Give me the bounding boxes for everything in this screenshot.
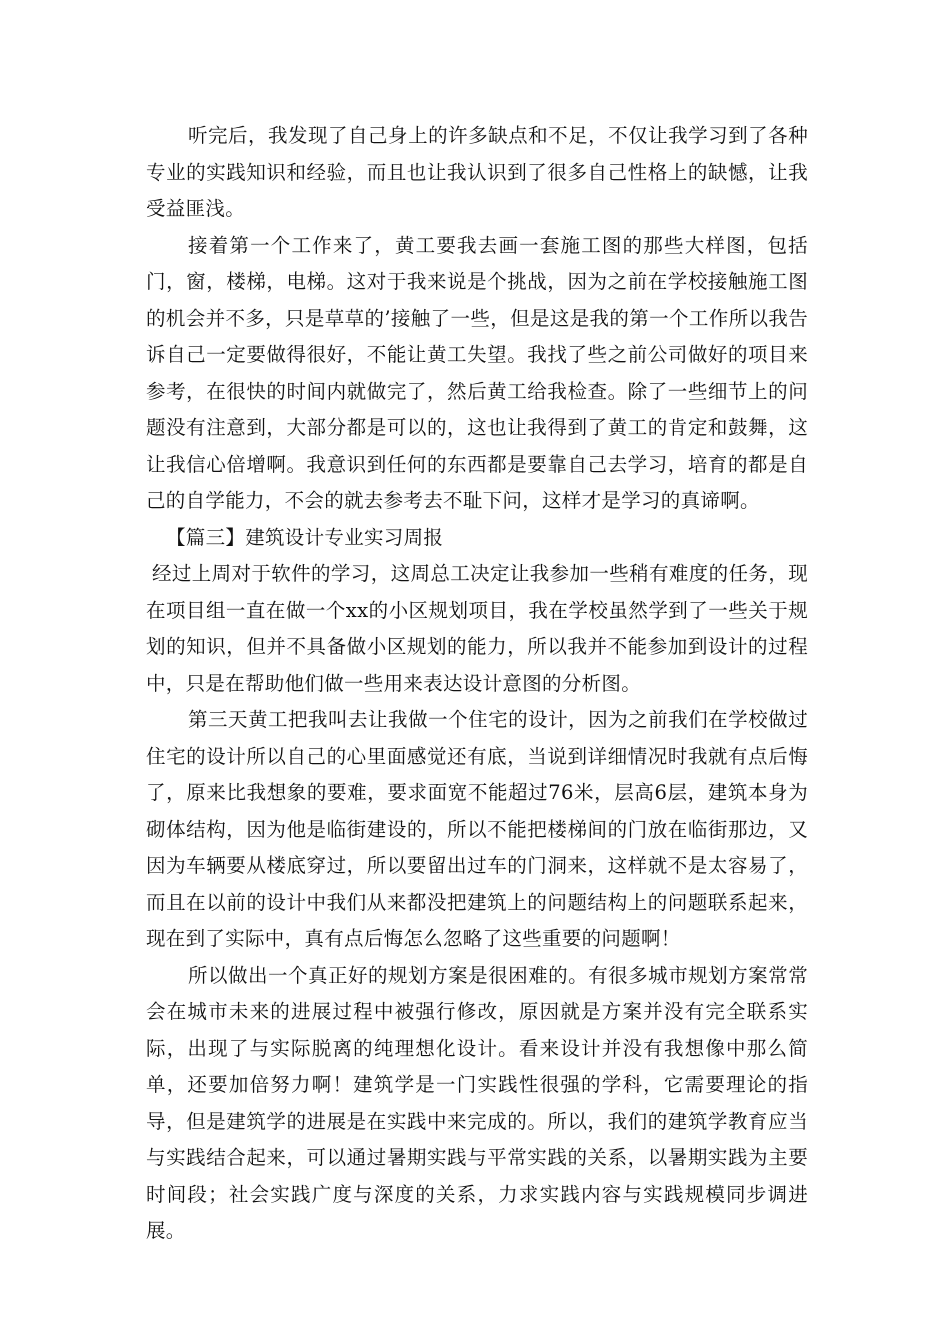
paragraph-planning-project: 经过上周对于软件的学习，这周总工决定让我参加一些稍有难度的任务，现在项目组一直在做一个xx的小区规划项目，我在学校虽然学到了一些关于规划的知识，但并不具备做小区规划的能力，所以我并不能参加到设计的过程中，只是在帮助他们做一些用来表达设计意图的分析图。	[146, 562, 808, 695]
paragraph-first-task: 接着第一个工作来了，黄工要我去画一套施工图的那些大样图，包括门，窗，楼梯，电梯。这对于我来说是个挑战，因为之前在学校接触施工图的机会并不多，只是草草的’接触了一些，但是这是我的第一个工作所以我告诉自己一定要做得很好，不能让黄工失望。我找了些之前公司做好的项目来参考，在很快的时间内就做完了，然后黄工给我检查。除了一些细节上的问题没有注意到，大部分都是可以的，这也让我得到了黄工的肯定和鼓舞，这让我信心倍增啊。我意识到任何的东西都是要靠自己去学习，培育的都是自己的自学能力，不会的就去参考去不耻下问，这样才是学习的真谛啊。	[146, 233, 808, 512]
document-body	[146, 118, 808, 1250]
paragraph-residential-design: 第三天黄工把我叫去让我做一个住宅的设计，因为之前我们在学校做过住宅的设计所以自己的心里面感觉还有底，当说到详细情况时我就有点后悔了，原来比我想象的要难，要求面宽不能超过76米，层高6层，建筑本身为砌体结构，因为他是临街建设的，所以不能把楼梯间的门放在临街那边，又因为车辆要从楼底穿过，所以要留出过车的门洞来，这样就不是太容易了，而且在以前的设计中我们从来都没把建筑上的问题结构上的问题联系起来，现在到了实际中，真有点后悔怎么忽略了这些重要的问题啊！	[146, 708, 808, 950]
paragraph-conclusion: 所以做出一个真正好的规划方案是很困难的。有很多城市规划方案常常会在城市未来的进展过程中被强行修改，原因就是方案并没有完全联系实际，出现了与实际脱离的纯理想化设计。看来设计并没有我想像中那么简单，还要加倍努力啊！建筑学是一门实践性很强的学科，它需要理论的指导，但是建筑学的进展是在实践中来完成的。所以，我们的建筑学教育应当与实践结合起来，可以通过暑期实践与平常实践的关系，以暑期实践为主要时间段；社会实践广度与深度的关系，力求实践内容与实践规模同步调进展。	[146, 963, 808, 1242]
section-heading: 【篇三】建筑设计专业实习周报	[166, 525, 444, 549]
paragraph-reflection: 听完后，我发现了自己身上的许多缺点和不足，不仅让我学习到了各种专业的实践知识和经验，而且也让我认识到了很多自己性格上的缺憾，让我受益匪浅。	[146, 124, 808, 220]
